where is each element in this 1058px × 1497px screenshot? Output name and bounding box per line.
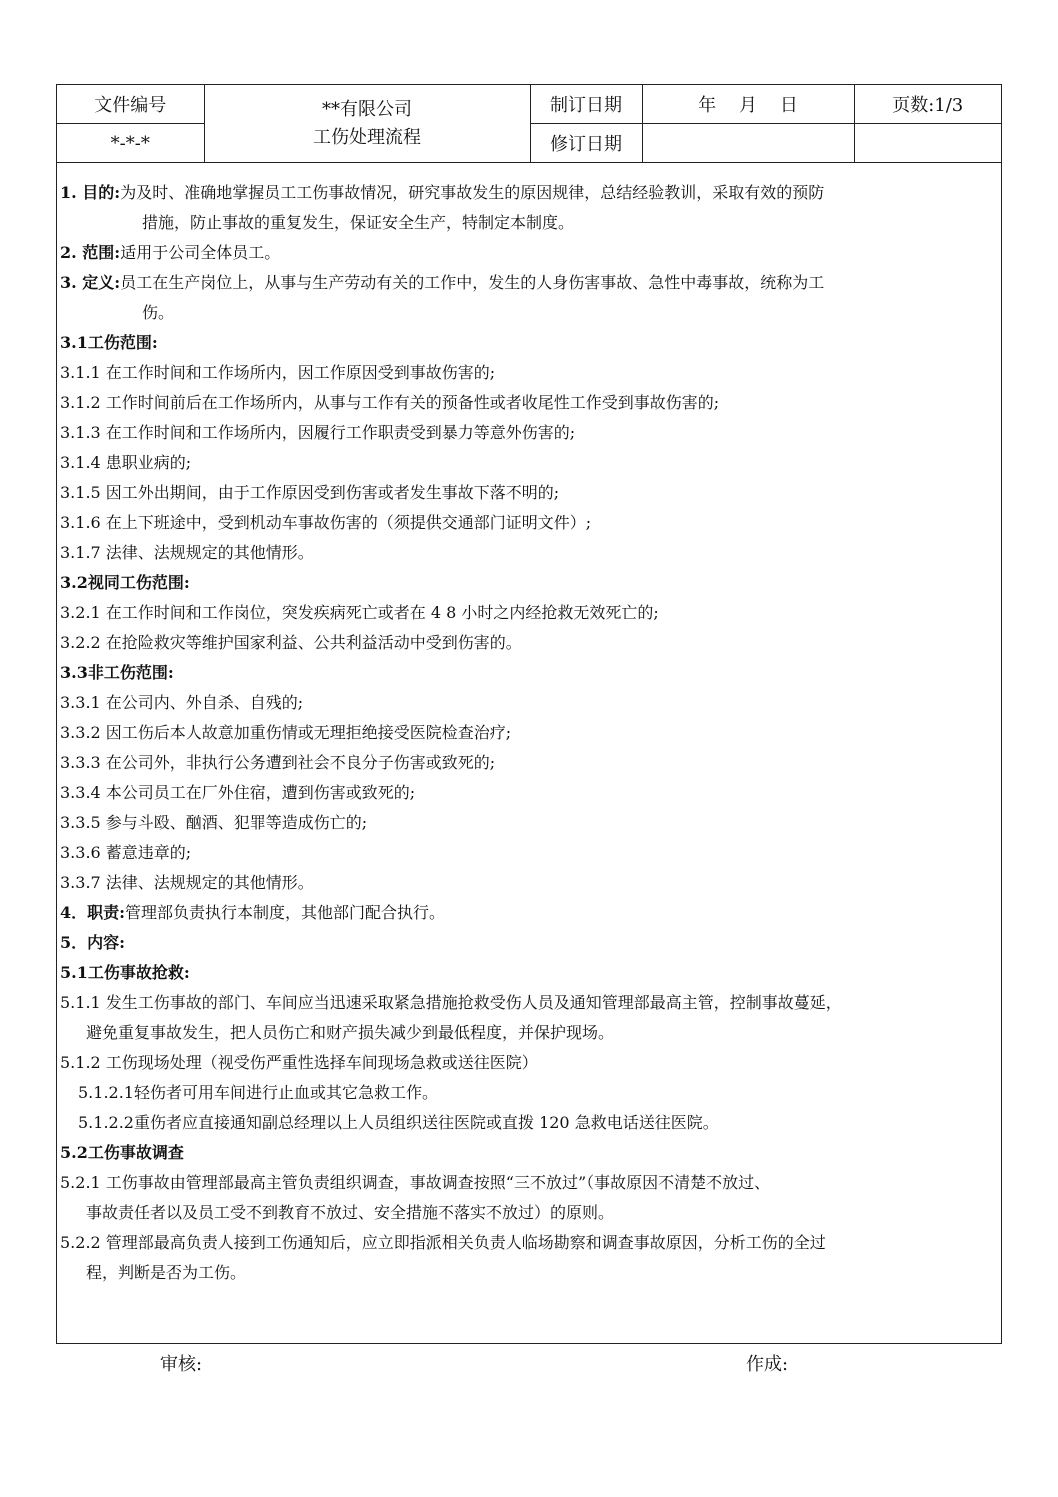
section-2-title: 2. 范围: [60,243,121,262]
list-item: 3.1.6 在上下班途中，受到机动车事故伤害的（须提供交通部门证明文件）; [60,513,592,532]
section-3-1-title: 3.1工伤范围: [60,333,158,352]
section-5-1-title: 5.1工伤事故抢救: [60,963,190,982]
section-4-title: 4．职责: [60,903,126,922]
section-3-text: 员工在生产岗位上，从事与生产劳动有关的工作中，发生的人身伤害事故、急性中毒事故，统称为工 [120,273,825,292]
revise-extra [854,124,1001,163]
section-3-2-title: 3.2视同工伤范围: [60,573,190,592]
list-item: 3.3.5 参与斗殴、酗酒、犯罪等造成伤亡的; [60,813,368,832]
section-3-text-cont: 伤。 [142,303,175,322]
list-item: 3.3.4 本公司员工在厂外住宿，遭到伤害或致死的; [60,783,416,802]
review-signature-label: 审核: [160,1354,203,1375]
author-signature-label: 作成: [746,1354,789,1375]
list-item: 3.3.1 在公司内、外自杀、自残的; [60,693,304,712]
list-item-cont: 避免重复事故发生，把人员伤亡和财产损失减少到最低程度，并保护现场。 [86,1023,615,1042]
made-date-label: 制订日期 [530,85,642,124]
list-item: 3.1.7 法律、法规规定的其他情形。 [60,543,314,562]
section-5-2-title: 5.2工伤事故调查 [60,1143,184,1162]
company-name: **有限公司 [322,98,412,120]
section-1-title: 1. 目的: [60,183,121,202]
list-item: 5.1.2 工伤现场处理（视受伤严重性选择车间现场急救或送往医院） [60,1053,538,1072]
list-item: 5.2.1 工伤事故由管理部最高主管负责组织调查，事故调查按照“三不放过”（事故原因不清楚不放过、 [60,1173,771,1192]
list-item: 3.3.6 蓄意违章的; [60,843,192,862]
company-title-cell [204,85,530,163]
list-item: 3.1.2 工作时间前后在工作场所内，从事与工作有关的预备性或者收尾性工作受到事故伤害的; [60,393,720,412]
list-item: 3.2.2 在抢险救灾等维护国家利益、公共利益活动中受到伤害的。 [60,633,522,652]
header-table [57,85,1001,163]
list-item: 3.1.5 因工外出期间，由于工作原因受到伤害或者发生事故下落不明的; [60,483,560,502]
document-frame [56,84,1002,1344]
section-1-text: 为及时、准确地掌握员工工伤事故情况，研究事故发生的原因规律，总结经验教训，采取有效的预防 [120,183,825,202]
section-2-text: 适用于公司全体员工。 [120,243,281,262]
made-date-value: 年 月 日 [642,85,854,124]
document-title: 工伤处理流程 [313,126,421,148]
revise-date-value [642,124,854,163]
list-item-cont: 事故责任者以及员工受不到教育不放过、安全措施不落实不放过）的原则。 [86,1203,615,1222]
list-item: 5.1.1 发生工伤事故的部门、车间应当迅速采取紧急措施抢救受伤人员及通知管理部最高主管，控制事故蔓延， [60,993,842,1012]
list-item: 3.1.3 在工作时间和工作场所内，因履行工作职责受到暴力等意外伤害的; [60,423,576,442]
page-count: 页数:1/3 [854,85,1001,124]
document-body [60,178,1000,1288]
list-item: 5.2.2 管理部最高负责人接到工伤通知后，应立即指派相关负责人临场勘察和调查事故原因，分析工伤的全过 [60,1233,826,1252]
doc-no-value: *-*-* [57,124,204,163]
list-item: 3.3.2 因工伤后本人故意加重伤情或无理拒绝接受医院检查治疗; [60,723,512,742]
list-item: 3.2.1 在工作时间和工作岗位，突发疾病死亡或者在 4 8 小时之内经抢救无效死亡的; [60,603,659,622]
list-item: 3.3.3 在公司外，非执行公务遭到社会不良分子伤害或致死的; [60,753,496,772]
section-5-title: 5．内容: [60,933,126,952]
doc-no-label: 文件编号 [57,85,204,124]
list-item: 3.1.1 在工作时间和工作场所内，因工作原因受到事故伤害的; [60,363,496,382]
section-1-text-cont: 措施，防止事故的重复发生，保证安全生产，特制定本制度。 [142,213,575,232]
section-4-text: 管理部负责执行本制度，其他部门配合执行。 [125,903,446,922]
list-item: 5.1.2.2重伤者应直接通知副总经理以上人员组织送往医院或直拨 120 急救电话送往医院。 [78,1113,719,1132]
section-3-title: 3. 定义: [60,273,121,292]
list-item: 3.3.7 法律、法规规定的其他情形。 [60,873,314,892]
revise-date-label: 修订日期 [530,124,642,163]
list-item: 5.1.2.1轻伤者可用车间进行止血或其它急救工作。 [78,1083,438,1102]
section-3-3-title: 3.3非工伤范围: [60,663,174,682]
list-item: 3.1.4 患职业病的; [60,453,192,472]
list-item-cont: 程，判断是否为工伤。 [86,1263,247,1282]
